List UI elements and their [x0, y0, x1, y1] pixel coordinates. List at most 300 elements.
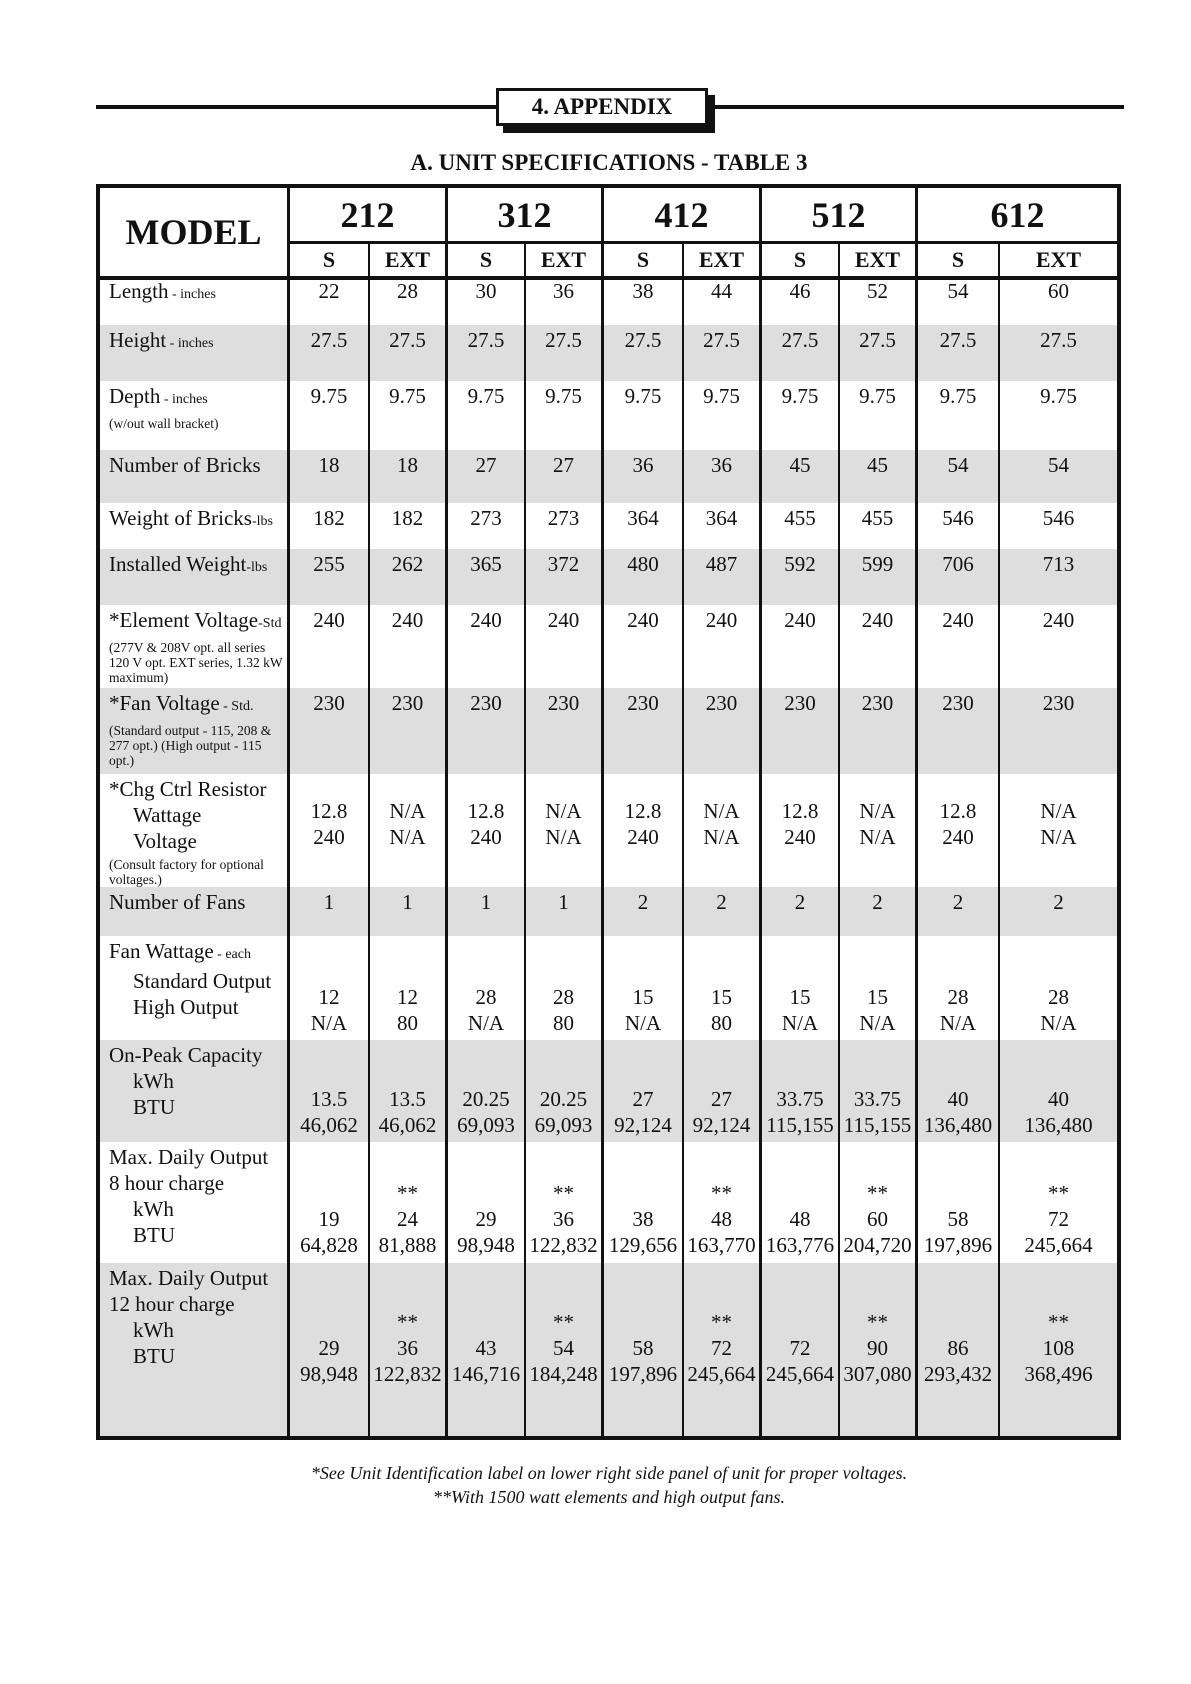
cell-value: 364: [705, 506, 738, 530]
row-label-text: *Chg Ctrl Resistor: [109, 777, 267, 801]
cell-value: 230: [627, 691, 659, 715]
cell-value: 22: [318, 279, 340, 303]
table-title: A. UNIT SPECIFICATIONS - TABLE 3: [410, 150, 808, 175]
table-cell: [762, 325, 840, 381]
table-row: [100, 450, 1117, 503]
cell-value: 29: [475, 1207, 497, 1231]
cell-value: N/A: [859, 1011, 896, 1035]
cell-value: [762, 1309, 838, 1335]
cell-value: 136,480: [1024, 1113, 1093, 1137]
table-cell: [840, 381, 918, 450]
cell-value: 28: [947, 985, 969, 1009]
table-cell: [370, 605, 448, 688]
cell-value: **: [1048, 1181, 1069, 1205]
table-cell: [1000, 503, 1117, 549]
cell-value: 245,664: [687, 1362, 756, 1386]
cell-value: 9.75: [389, 384, 426, 408]
cell-value: 245,664: [765, 1362, 835, 1386]
table-cell: [918, 605, 1000, 688]
cell-value: 38: [632, 1207, 654, 1231]
table-cell: [604, 1040, 684, 1142]
table-row: [100, 503, 1117, 549]
row-sub-label: High Output: [133, 995, 239, 1019]
row-label: [100, 605, 290, 688]
cell-value: 2: [952, 890, 964, 914]
cell-value: 2: [794, 890, 806, 914]
table-cell: [604, 549, 684, 605]
row-label-text: Max. Daily Output: [109, 1145, 269, 1169]
cell-value: 72: [711, 1336, 732, 1360]
cell-value: [918, 1180, 998, 1206]
cell-value: 12.8: [781, 799, 819, 823]
cell-value: 19: [318, 1207, 340, 1231]
cell-value: N/A: [545, 825, 582, 849]
table-cell: [290, 450, 370, 503]
cell-value: 230: [391, 691, 424, 715]
cell-value: 72: [1048, 1207, 1069, 1231]
cell-value: **: [711, 1181, 732, 1205]
cell-value: 122,832: [373, 1362, 442, 1386]
table-cell: [290, 1040, 370, 1142]
cell-value: 98,948: [300, 1362, 358, 1386]
cell-value: 230: [547, 691, 580, 715]
cell-value: 64,828: [300, 1233, 358, 1257]
cell-value: 45: [789, 453, 811, 477]
table-cell: [526, 1040, 604, 1142]
cell-value: 184,248: [529, 1362, 598, 1386]
sub-header-ext: EXT: [684, 244, 762, 276]
table-cell: [604, 774, 684, 887]
row-label: [100, 325, 290, 381]
table-cell: [370, 1142, 448, 1263]
cell-value: 54: [947, 279, 969, 303]
cell-value: 230: [861, 691, 894, 715]
cell-value: 12.8: [624, 799, 662, 823]
table-row: [100, 325, 1117, 381]
model-212-header: 212: [290, 188, 448, 244]
cell-value: **: [711, 1310, 732, 1334]
table-cell: [918, 936, 1000, 1040]
cell-value: 230: [470, 691, 502, 715]
model-header: MODEL: [100, 188, 290, 276]
section-heading: 4. APPENDIX: [496, 88, 708, 126]
cell-value: 90: [867, 1336, 888, 1360]
table-cell: [840, 325, 918, 381]
cell-value: 44: [711, 279, 732, 303]
cell-value: 9.75: [467, 384, 505, 408]
table-cell: [840, 887, 918, 936]
cell-value: 86: [947, 1336, 969, 1360]
cell-value: 28: [397, 279, 418, 303]
table-cell: [526, 549, 604, 605]
table-cell: [762, 450, 840, 503]
cell-value: 240: [1042, 608, 1075, 632]
cell-value: 455: [784, 506, 816, 530]
cell-value: 9.75: [310, 384, 348, 408]
table-cell: [604, 1142, 684, 1263]
cell-value: 27: [711, 1087, 732, 1111]
cell-value: 230: [1042, 691, 1075, 715]
cell-value: **: [553, 1310, 574, 1334]
table-cell: [448, 774, 526, 887]
cell-value: 240: [313, 608, 345, 632]
table-cell: [448, 605, 526, 688]
row-label: [100, 688, 290, 774]
cell-value: 1: [558, 890, 569, 914]
cell-value: N/A: [781, 1011, 819, 1035]
table-cell: [1000, 1263, 1117, 1436]
cell-value: 13.5: [310, 1087, 348, 1111]
table-cell: [762, 774, 840, 887]
sub-header-ext: EXT: [1035, 247, 1082, 272]
table-cell: [1000, 887, 1117, 936]
cell-value: 27.5: [310, 328, 348, 352]
table-cell: [604, 1263, 684, 1436]
cell-value: 146,716: [451, 1362, 521, 1386]
cell-value: 81,888: [378, 1233, 437, 1257]
table-cell: [290, 325, 370, 381]
cell-value: 28: [553, 985, 574, 1009]
table-cell: [526, 1142, 604, 1263]
cell-value: N/A: [1040, 799, 1077, 823]
cell-value: 365: [470, 552, 502, 576]
cell-value: 9.75: [545, 384, 582, 408]
table-cell: [840, 1142, 918, 1263]
table-cell: [1000, 605, 1117, 688]
table-cell: [762, 549, 840, 605]
cell-value: 98,948: [457, 1233, 515, 1257]
cell-value: 240: [784, 608, 816, 632]
table-row: [100, 887, 1117, 936]
row-label-text: Weight of Bricks: [109, 506, 252, 530]
cell-value: **: [397, 1310, 418, 1334]
table-cell: [684, 1263, 762, 1436]
table-row: [100, 381, 1117, 450]
table-cell: [448, 503, 526, 549]
row-label: [100, 936, 290, 1040]
cell-value: 18: [397, 453, 418, 477]
cell-value: 58: [632, 1336, 654, 1360]
table-cell: [762, 381, 840, 450]
cell-value: 28: [1048, 985, 1069, 1009]
table-cell: [840, 774, 918, 887]
cell-value: 29: [318, 1336, 340, 1360]
table-cell: [684, 1142, 762, 1263]
cell-value: 48: [789, 1207, 811, 1231]
table-cell: [1000, 325, 1117, 381]
cell-value: 2: [637, 890, 649, 914]
cell-value: 245,664: [1024, 1233, 1093, 1257]
table-cell: [1000, 1040, 1117, 1142]
cell-value: 60: [1048, 279, 1069, 303]
table-cell: [918, 774, 1000, 887]
table-cell: [840, 1040, 918, 1142]
cell-value: 108: [1042, 1336, 1075, 1360]
cell-value: 182: [391, 506, 424, 530]
row-label: [100, 276, 290, 325]
cell-value: 15: [632, 985, 654, 1009]
cell-value: 2: [872, 890, 883, 914]
row-label: [100, 503, 290, 549]
cell-value: 46,062: [378, 1113, 437, 1137]
cell-value: N/A: [389, 825, 426, 849]
cell-value: 240: [627, 825, 659, 849]
cell-value: 28: [475, 985, 497, 1009]
table-row: [100, 1263, 1117, 1436]
table-cell: [370, 1263, 448, 1436]
table-cell: [918, 276, 1000, 325]
sub-header-s: S: [762, 244, 840, 276]
cell-value: 240: [547, 608, 580, 632]
cell-value: 9.75: [624, 384, 662, 408]
cell-value: 273: [547, 506, 580, 530]
table-cell: [604, 605, 684, 688]
row-label: [100, 774, 290, 887]
table-row: [100, 774, 1117, 887]
cell-value: 36: [553, 279, 574, 303]
cell-value: 33.75: [776, 1087, 824, 1111]
row-sub-label: BTU: [133, 1344, 175, 1368]
model-312-header: 312: [448, 188, 604, 244]
cell-value: 240: [861, 608, 894, 632]
table-cell: [840, 936, 918, 1040]
table-cell: [290, 774, 370, 887]
sub-header-ext: EXT: [526, 244, 604, 276]
table-cell: [290, 688, 370, 774]
cell-value: 230: [313, 691, 345, 715]
table-cell: [1000, 936, 1117, 1040]
cell-value: 72: [789, 1336, 811, 1360]
cell-value: 240: [470, 608, 502, 632]
cell-value: 240: [705, 608, 738, 632]
cell-value: N/A: [703, 825, 740, 849]
cell-value: 27.5: [939, 328, 977, 352]
row-note: (w/out wall bracket): [109, 416, 219, 431]
table-cell: [448, 549, 526, 605]
cell-value: 60: [867, 1207, 888, 1231]
cell-value: 480: [627, 552, 659, 576]
cell-value: 255: [313, 552, 345, 576]
cell-value: 27.5: [467, 328, 505, 352]
cell-value: 455: [861, 506, 894, 530]
cell-value: 230: [705, 691, 738, 715]
table-cell: [604, 276, 684, 325]
cell-value: 54: [553, 1336, 574, 1360]
row-label-text: Height: [109, 328, 167, 352]
row-label-text: On-Peak Capacity: [109, 1043, 263, 1067]
table-cell: [918, 887, 1000, 936]
cell-value: 240: [942, 608, 974, 632]
cell-value: 27.5: [703, 328, 740, 352]
table-cell: [370, 325, 448, 381]
table-cell: [684, 1040, 762, 1142]
cell-value: 163,770: [687, 1233, 756, 1257]
cell-value: 69,093: [457, 1113, 515, 1137]
table-cell: [762, 276, 840, 325]
cell-value: [448, 1180, 524, 1206]
cell-value: **: [867, 1310, 888, 1334]
row-sub-label: kWh: [133, 1197, 174, 1221]
table-cell: [1000, 450, 1117, 503]
row-label: [100, 1263, 290, 1436]
cell-value: 9.75: [859, 384, 896, 408]
footnote-voltage: *See Unit Identification label on lower right side panel of unit for proper voltages.: [310, 1463, 908, 1483]
cell-value: 58: [947, 1207, 969, 1231]
table-cell: [762, 1040, 840, 1142]
table-cell: [290, 1142, 370, 1263]
cell-value: N/A: [389, 799, 426, 823]
cell-value: 240: [313, 825, 345, 849]
table-cell: [370, 381, 448, 450]
table-cell: [684, 936, 762, 1040]
table-cell: [290, 276, 370, 325]
table-row: [100, 276, 1117, 325]
cell-value: 163,776: [765, 1233, 835, 1257]
cell-value: [448, 1309, 524, 1335]
model-512-header: 512: [762, 188, 918, 244]
cell-value: 1: [480, 890, 492, 914]
cell-value: 372: [547, 552, 580, 576]
table-cell: [1000, 381, 1117, 450]
row-label-line2: 8 hour charge: [109, 1171, 225, 1195]
table-cell: [526, 325, 604, 381]
sub-header-s: S: [604, 244, 684, 276]
cell-value: 46: [789, 279, 811, 303]
table-cell: [526, 887, 604, 936]
table-cell: [918, 1040, 1000, 1142]
table-cell: [918, 1263, 1000, 1436]
table-cell: [604, 381, 684, 450]
table-cell: [762, 605, 840, 688]
table-cell: [370, 450, 448, 503]
table-cell: [290, 549, 370, 605]
table-cell: [840, 688, 918, 774]
row-label: [100, 549, 290, 605]
table-cell: [290, 887, 370, 936]
row-label: [100, 450, 290, 503]
table-cell: [762, 503, 840, 549]
cell-value: 487: [705, 552, 738, 576]
table-cell: [762, 1263, 840, 1436]
cell-value: 273: [470, 506, 502, 530]
table-cell: [604, 887, 684, 936]
cell-value: 230: [942, 691, 974, 715]
cell-value: N/A: [1040, 1011, 1077, 1035]
table-cell: [604, 450, 684, 503]
table-row: [100, 549, 1117, 605]
header-rule-left: [96, 105, 496, 109]
table-cell: [918, 450, 1000, 503]
row-sub-label: BTU: [133, 1095, 175, 1119]
cell-value: 129,656: [608, 1233, 678, 1257]
sub-header-s: S: [290, 244, 370, 276]
cell-value: 9.75: [1040, 384, 1077, 408]
table-cell: [840, 503, 918, 549]
cell-value: 45: [867, 453, 888, 477]
table-cell: [1000, 688, 1117, 774]
cell-value: 27: [632, 1087, 654, 1111]
row-note: (Standard output - 115, 208 & 277 opt.) (High output - 115 opt.): [109, 723, 272, 768]
cell-value: N/A: [545, 799, 582, 823]
cell-value: 240: [627, 608, 659, 632]
row-note: (277V & 208V opt. all series 120 V opt. EXT series, 1.32 kW maximum): [109, 640, 283, 685]
spec-table: [96, 184, 1121, 1440]
table-cell: [526, 688, 604, 774]
table-cell: [840, 276, 918, 325]
cell-value: 27.5: [1040, 328, 1077, 352]
cell-value: N/A: [859, 825, 896, 849]
table-cell: [526, 774, 604, 887]
cell-value: 43: [475, 1336, 497, 1360]
cell-value: 12: [397, 985, 418, 1009]
row-label-text: Number of Fans: [109, 890, 246, 914]
table-cell: [290, 936, 370, 1040]
cell-value: [918, 1309, 998, 1335]
cell-value: 12.8: [310, 799, 348, 823]
table-cell: [448, 325, 526, 381]
row-label-unit: - each: [213, 947, 251, 962]
table-cell: [840, 605, 918, 688]
cell-value: 24: [397, 1207, 418, 1231]
cell-value: 52: [867, 279, 888, 303]
cell-value: [604, 1309, 682, 1335]
table-cell: [604, 325, 684, 381]
table-cell: [448, 688, 526, 774]
table-cell: [526, 450, 604, 503]
table-cell: [684, 325, 762, 381]
row-label-text: *Element Voltage: [109, 608, 259, 632]
cell-value: 27: [475, 453, 497, 477]
table-cell: [526, 381, 604, 450]
table-cell: [290, 605, 370, 688]
cell-value: 713: [1042, 552, 1075, 576]
cell-value: 15: [789, 985, 811, 1009]
cell-value: 30: [475, 279, 497, 303]
table-cell: [762, 936, 840, 1040]
cell-value: 368,496: [1024, 1362, 1093, 1386]
table-header: [100, 188, 1117, 280]
cell-value: 1: [402, 890, 413, 914]
row-label-text: Depth: [109, 384, 161, 408]
row-label: [100, 1040, 290, 1142]
cell-value: **: [867, 1181, 888, 1205]
cell-value: 12.8: [939, 799, 977, 823]
cell-value: 197,896: [608, 1362, 678, 1386]
table-cell: [684, 549, 762, 605]
cell-value: 136,480: [923, 1113, 993, 1137]
cell-value: **: [397, 1181, 418, 1205]
row-label-unit: - Std.: [219, 699, 254, 714]
model-612-header: 612: [918, 188, 1117, 244]
cell-value: 2: [1053, 890, 1064, 914]
row-label-text: Number of Bricks: [109, 453, 261, 477]
table-cell: [290, 381, 370, 450]
table-cell: [762, 887, 840, 936]
cell-value: 230: [784, 691, 816, 715]
cell-value: 115,155: [766, 1113, 834, 1137]
table-cell: [1000, 276, 1117, 325]
table-cell: [918, 688, 1000, 774]
table-cell: [1000, 774, 1117, 887]
table-cell: [448, 887, 526, 936]
table-cell: [684, 688, 762, 774]
table-cell: [684, 503, 762, 549]
table-cell: [684, 887, 762, 936]
row-label: [100, 381, 290, 450]
cell-value: 204,720: [843, 1233, 912, 1257]
cell-value: **: [1048, 1310, 1069, 1334]
cell-value: 9.75: [939, 384, 977, 408]
